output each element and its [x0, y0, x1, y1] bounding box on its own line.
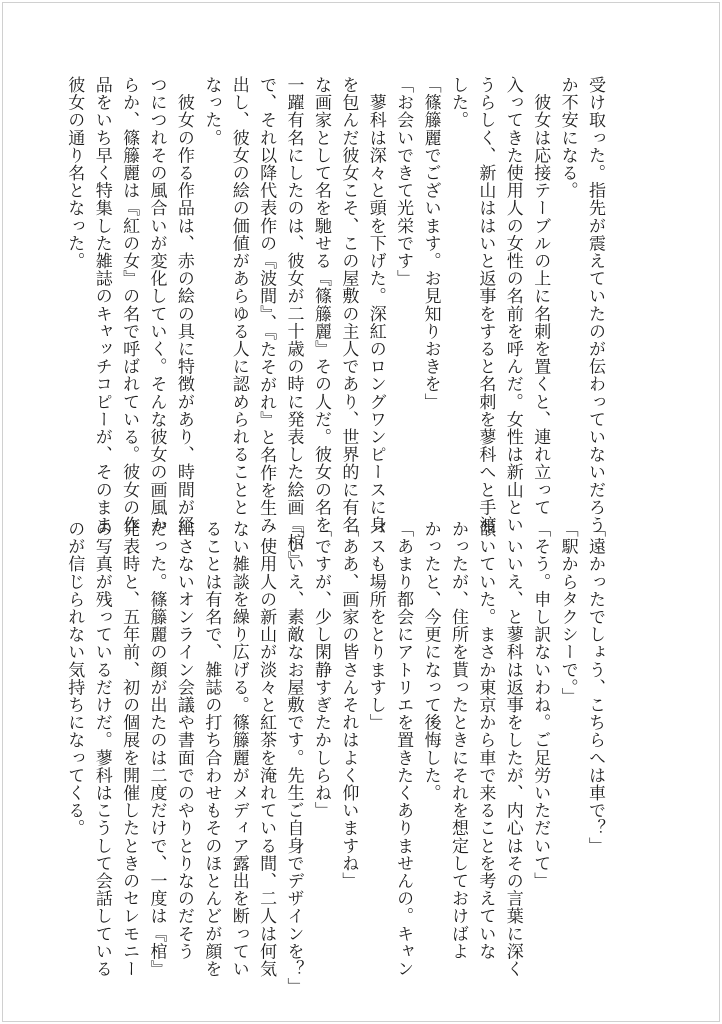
text-line: いいえ、と蓼科は返事をしたが、内心はその言葉に深く	[502, 520, 523, 978]
text-line: 品をいち早く特集した雑誌のキャッチコピーが、そのまま	[91, 76, 112, 534]
text-line: バスも場所をとりますし」	[365, 520, 386, 732]
text-line: 一躍有名にしたのは、彼女が二十歳の時に発表した絵画『棺』	[283, 76, 304, 569]
text-line: 蓼科は深々と頭を下げた。深紅のロングワンピースに身	[365, 76, 386, 534]
text-line: か不安になる。	[557, 76, 578, 200]
text-line: うらしく、新山ははいと返事をすると名刺を蓼科へと手渡	[475, 76, 496, 534]
text-line: なった。	[201, 76, 222, 147]
text-line: 出さないオンライン会議や書面でのやりとりなのだそう	[173, 520, 194, 960]
text-line: 彼女の通り名となった。	[64, 76, 85, 270]
text-line: 「そう。申し訳ないわね。ご足労いただいて」	[530, 520, 551, 890]
text-line: 「いいえ、素敵なお屋敷です。先生ご自身でデザインを？」	[283, 520, 304, 996]
text-line: だった。篠籐麗の顔が出たのは二度だけで、一度は『棺』	[146, 520, 167, 978]
text-line: で、それ以降代表作の『波間』、『たそがれ』と名作を生み	[256, 76, 277, 535]
text-line: を包んだ彼女こそ、この屋敷の主人であり、世界的に有名	[338, 76, 359, 534]
text-line: 「篠籐麗でございます。お見知りおきを」	[420, 76, 441, 411]
text-line: した。	[447, 76, 468, 129]
text-line: 彼女は応接テーブルの上に名刺を置くと、連れ立って	[530, 76, 551, 516]
text-line: 「ですが、少し閑静すぎたかしらね」	[310, 520, 331, 820]
top-text-column	[64, 76, 608, 569]
text-line: つにつれその風合いが変化していく。そんな彼女の画風か	[146, 76, 167, 534]
text-line: 「遠かったでしょう、こちらへは車で？」	[585, 520, 605, 855]
bottom-text-column	[64, 520, 608, 996]
text-line: 受け取った。指先が震えていたのが伝わっていないだろう	[585, 76, 605, 534]
text-line: 使用人の新山が淡々と紅茶を淹れている間、二人は何気	[256, 520, 277, 978]
text-line: らか、篠籐麗は『紅の女』の名で呼ばれている。彼女の作	[119, 76, 140, 534]
text-line: 「お会いできて光栄です」	[393, 76, 414, 288]
text-line: 「あまり都会にアトリエを置きたくありませんの。キャン	[393, 520, 414, 978]
text-line: の写真が残っているだけだ。蓼科はこうして会話している	[91, 520, 112, 978]
text-line: 出し、彼女の絵の価値があらゆる人に認められることと	[228, 76, 249, 516]
text-line: かったが、住所を貰ったときにそれを想定しておけばよ	[447, 520, 468, 960]
text-line: な画家として名を馳せる『篠籐麗』その人だ。彼女の名を	[310, 76, 331, 534]
text-line: 彼女の作る作品は、赤の絵の具に特徴があり、時間が経	[173, 76, 194, 534]
text-line: 頷いていた。まさか東京から車で来ることを考えていな	[475, 520, 496, 960]
text-line: 「ああ、画家の皆さんそれはよく仰いますね」	[338, 520, 359, 890]
text-line: 「駅からタクシーで。」	[557, 520, 578, 706]
text-line: 発表時と、五年前、初の個展を開催したときのセレモニー	[119, 520, 140, 978]
text-line: のが信じられない気持ちになってくる。	[64, 520, 85, 837]
text-line: ることは有名で、雑誌の打ち合わせもそのほとんどが顔を	[201, 520, 222, 978]
text-line: ない雑談を繰り広げる。篠籐麗がメディア露出を断ってい	[228, 520, 249, 978]
text-line: 入ってきた使用人の女性の名前を呼んだ。女性は新山とい	[502, 76, 523, 534]
text-line: かったと、今更になって後悔した。	[420, 520, 441, 802]
